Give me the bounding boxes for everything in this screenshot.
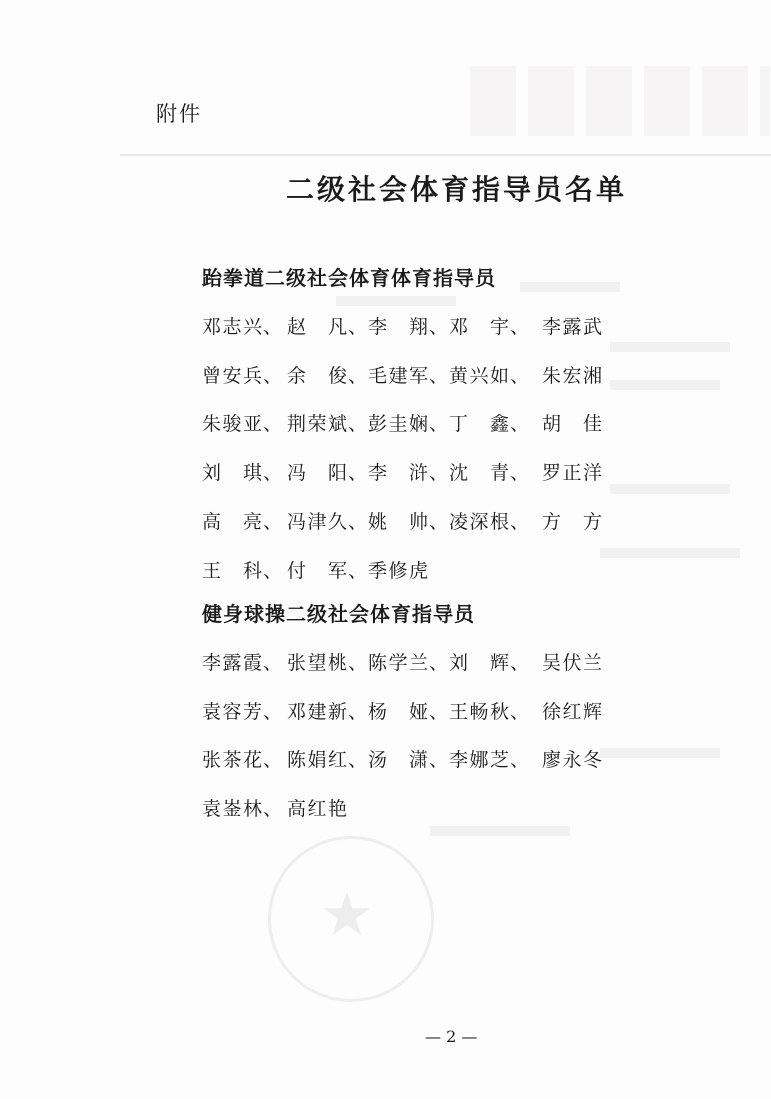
person-name: 张 望 桃 xyxy=(287,652,347,674)
person-name: 李 浒 xyxy=(368,462,428,485)
name-separator: 、 xyxy=(510,316,530,338)
name-separator: 、 xyxy=(263,364,283,387)
bleed-through-line xyxy=(520,282,620,292)
person-name: 汤 潇 xyxy=(368,749,428,772)
attachment-label: 附件 xyxy=(156,102,202,126)
person-name: 冯 津 久 xyxy=(287,510,347,533)
name-separator: 、 xyxy=(429,462,449,485)
name-separator: 、 xyxy=(348,364,368,387)
person-name: 李 翔 xyxy=(368,316,428,338)
name-separator: 、 xyxy=(263,316,283,338)
section-heading: 健身球操二级社会体育指导员 xyxy=(202,602,475,626)
person-name: 袁 容 芳 xyxy=(202,700,262,723)
person-name: 李 娜 芝 xyxy=(449,749,509,772)
person-name: 方 方 xyxy=(542,510,602,533)
person-name: 高 红 艳 xyxy=(287,798,347,821)
person-name: 彭 圭 娴 xyxy=(368,413,428,436)
person-name: 罗 正 洋 xyxy=(542,462,602,485)
name-separator: 、 xyxy=(510,652,530,674)
name-separator: 、 xyxy=(429,316,449,338)
document-title: 二级社会体育指导员名单 xyxy=(286,173,628,206)
bleed-through-rule xyxy=(120,154,771,156)
name-separator: 、 xyxy=(348,700,368,723)
name-separator: 、 xyxy=(263,510,283,533)
name-separator: 、 xyxy=(348,510,368,533)
person-name: 李 露 武 xyxy=(542,316,602,338)
section-heading: 跆拳道二级社会体育体育指导员 xyxy=(202,266,496,290)
bleed-through-seal-star-icon: ★ xyxy=(320,880,374,950)
name-separator: 、 xyxy=(263,749,283,772)
bleed-through-line xyxy=(600,548,740,558)
name-separator: 、 xyxy=(510,413,530,436)
person-name: 杨 娅 xyxy=(368,700,428,723)
bleed-through-line xyxy=(610,484,730,494)
name-separator: 、 xyxy=(429,364,449,387)
person-name: 刘 琪 xyxy=(202,462,262,485)
name-separator: 、 xyxy=(348,652,368,674)
bleed-through-line xyxy=(610,380,720,390)
name-separator: 、 xyxy=(263,559,283,582)
person-name: 高 亮 xyxy=(202,510,262,533)
person-name: 邓 建 新 xyxy=(287,700,347,723)
name-separator: 、 xyxy=(510,364,530,387)
person-name: 张 茶 花 xyxy=(202,749,262,772)
name-separator: 、 xyxy=(348,462,368,485)
name-separator: 、 xyxy=(348,749,368,772)
name-separator: 、 xyxy=(510,462,530,485)
person-name: 朱 宏 湘 xyxy=(542,364,602,387)
bleed-through-line xyxy=(610,342,730,352)
person-name: 沈 青 xyxy=(449,462,509,485)
person-name: 王 科 xyxy=(202,559,262,582)
person-name: 刘 辉 xyxy=(449,652,509,674)
name-separator: 、 xyxy=(263,798,283,821)
person-name: 徐 红 辉 xyxy=(542,700,602,723)
person-name: 季 修 虎 xyxy=(368,559,428,582)
person-name: 李 露 霞 xyxy=(202,652,262,674)
person-name: 吴 伏 兰 xyxy=(542,652,602,674)
person-name: 冯 阳 xyxy=(287,462,347,485)
name-separator: 、 xyxy=(429,749,449,772)
name-separator: 、 xyxy=(263,462,283,485)
name-separator: 、 xyxy=(510,510,530,533)
person-name: 陈 学 兰 xyxy=(368,652,428,674)
person-name: 付 军 xyxy=(287,559,347,582)
name-separator: 、 xyxy=(263,700,283,723)
person-name: 廖 永 冬 xyxy=(542,749,602,772)
name-separator: 、 xyxy=(429,700,449,723)
person-name: 凌 深 根 xyxy=(449,510,509,533)
name-separator: 、 xyxy=(263,413,283,436)
person-name: 荆 荣 斌 xyxy=(287,413,347,436)
person-name: 曾 安 兵 xyxy=(202,364,262,387)
person-name: 赵 凡 xyxy=(287,316,347,338)
person-name: 毛 建 军 xyxy=(368,364,428,387)
person-name: 黄 兴 如 xyxy=(449,364,509,387)
person-name: 邓 宇 xyxy=(449,316,509,338)
name-separator: 、 xyxy=(348,316,368,338)
bleed-through-letterhead xyxy=(470,66,770,136)
name-separator: 、 xyxy=(429,413,449,436)
person-name: 陈 娟 红 xyxy=(287,749,347,772)
bleed-through-line xyxy=(336,296,456,306)
person-name: 朱 骏 亚 xyxy=(202,413,262,436)
name-separator: 、 xyxy=(263,652,283,674)
bleed-through-line xyxy=(430,826,570,836)
person-name: 邓 志 兴 xyxy=(202,316,262,338)
person-name: 胡 佳 xyxy=(542,413,602,436)
bleed-through-line xyxy=(600,748,720,758)
name-separator: 、 xyxy=(429,510,449,533)
person-name: 王 畅 秋 xyxy=(449,700,509,723)
person-name: 丁 鑫 xyxy=(449,413,509,436)
name-separator: 、 xyxy=(510,700,530,723)
name-separator: 、 xyxy=(510,749,530,772)
name-separator: 、 xyxy=(429,652,449,674)
person-name: 姚 帅 xyxy=(368,510,428,533)
name-separator: 、 xyxy=(348,559,368,582)
person-name: 袁 崟 林 xyxy=(202,798,262,821)
person-name: 余 俊 xyxy=(287,364,347,387)
page-number: — 2 — xyxy=(425,1027,478,1046)
name-separator: 、 xyxy=(348,413,368,436)
